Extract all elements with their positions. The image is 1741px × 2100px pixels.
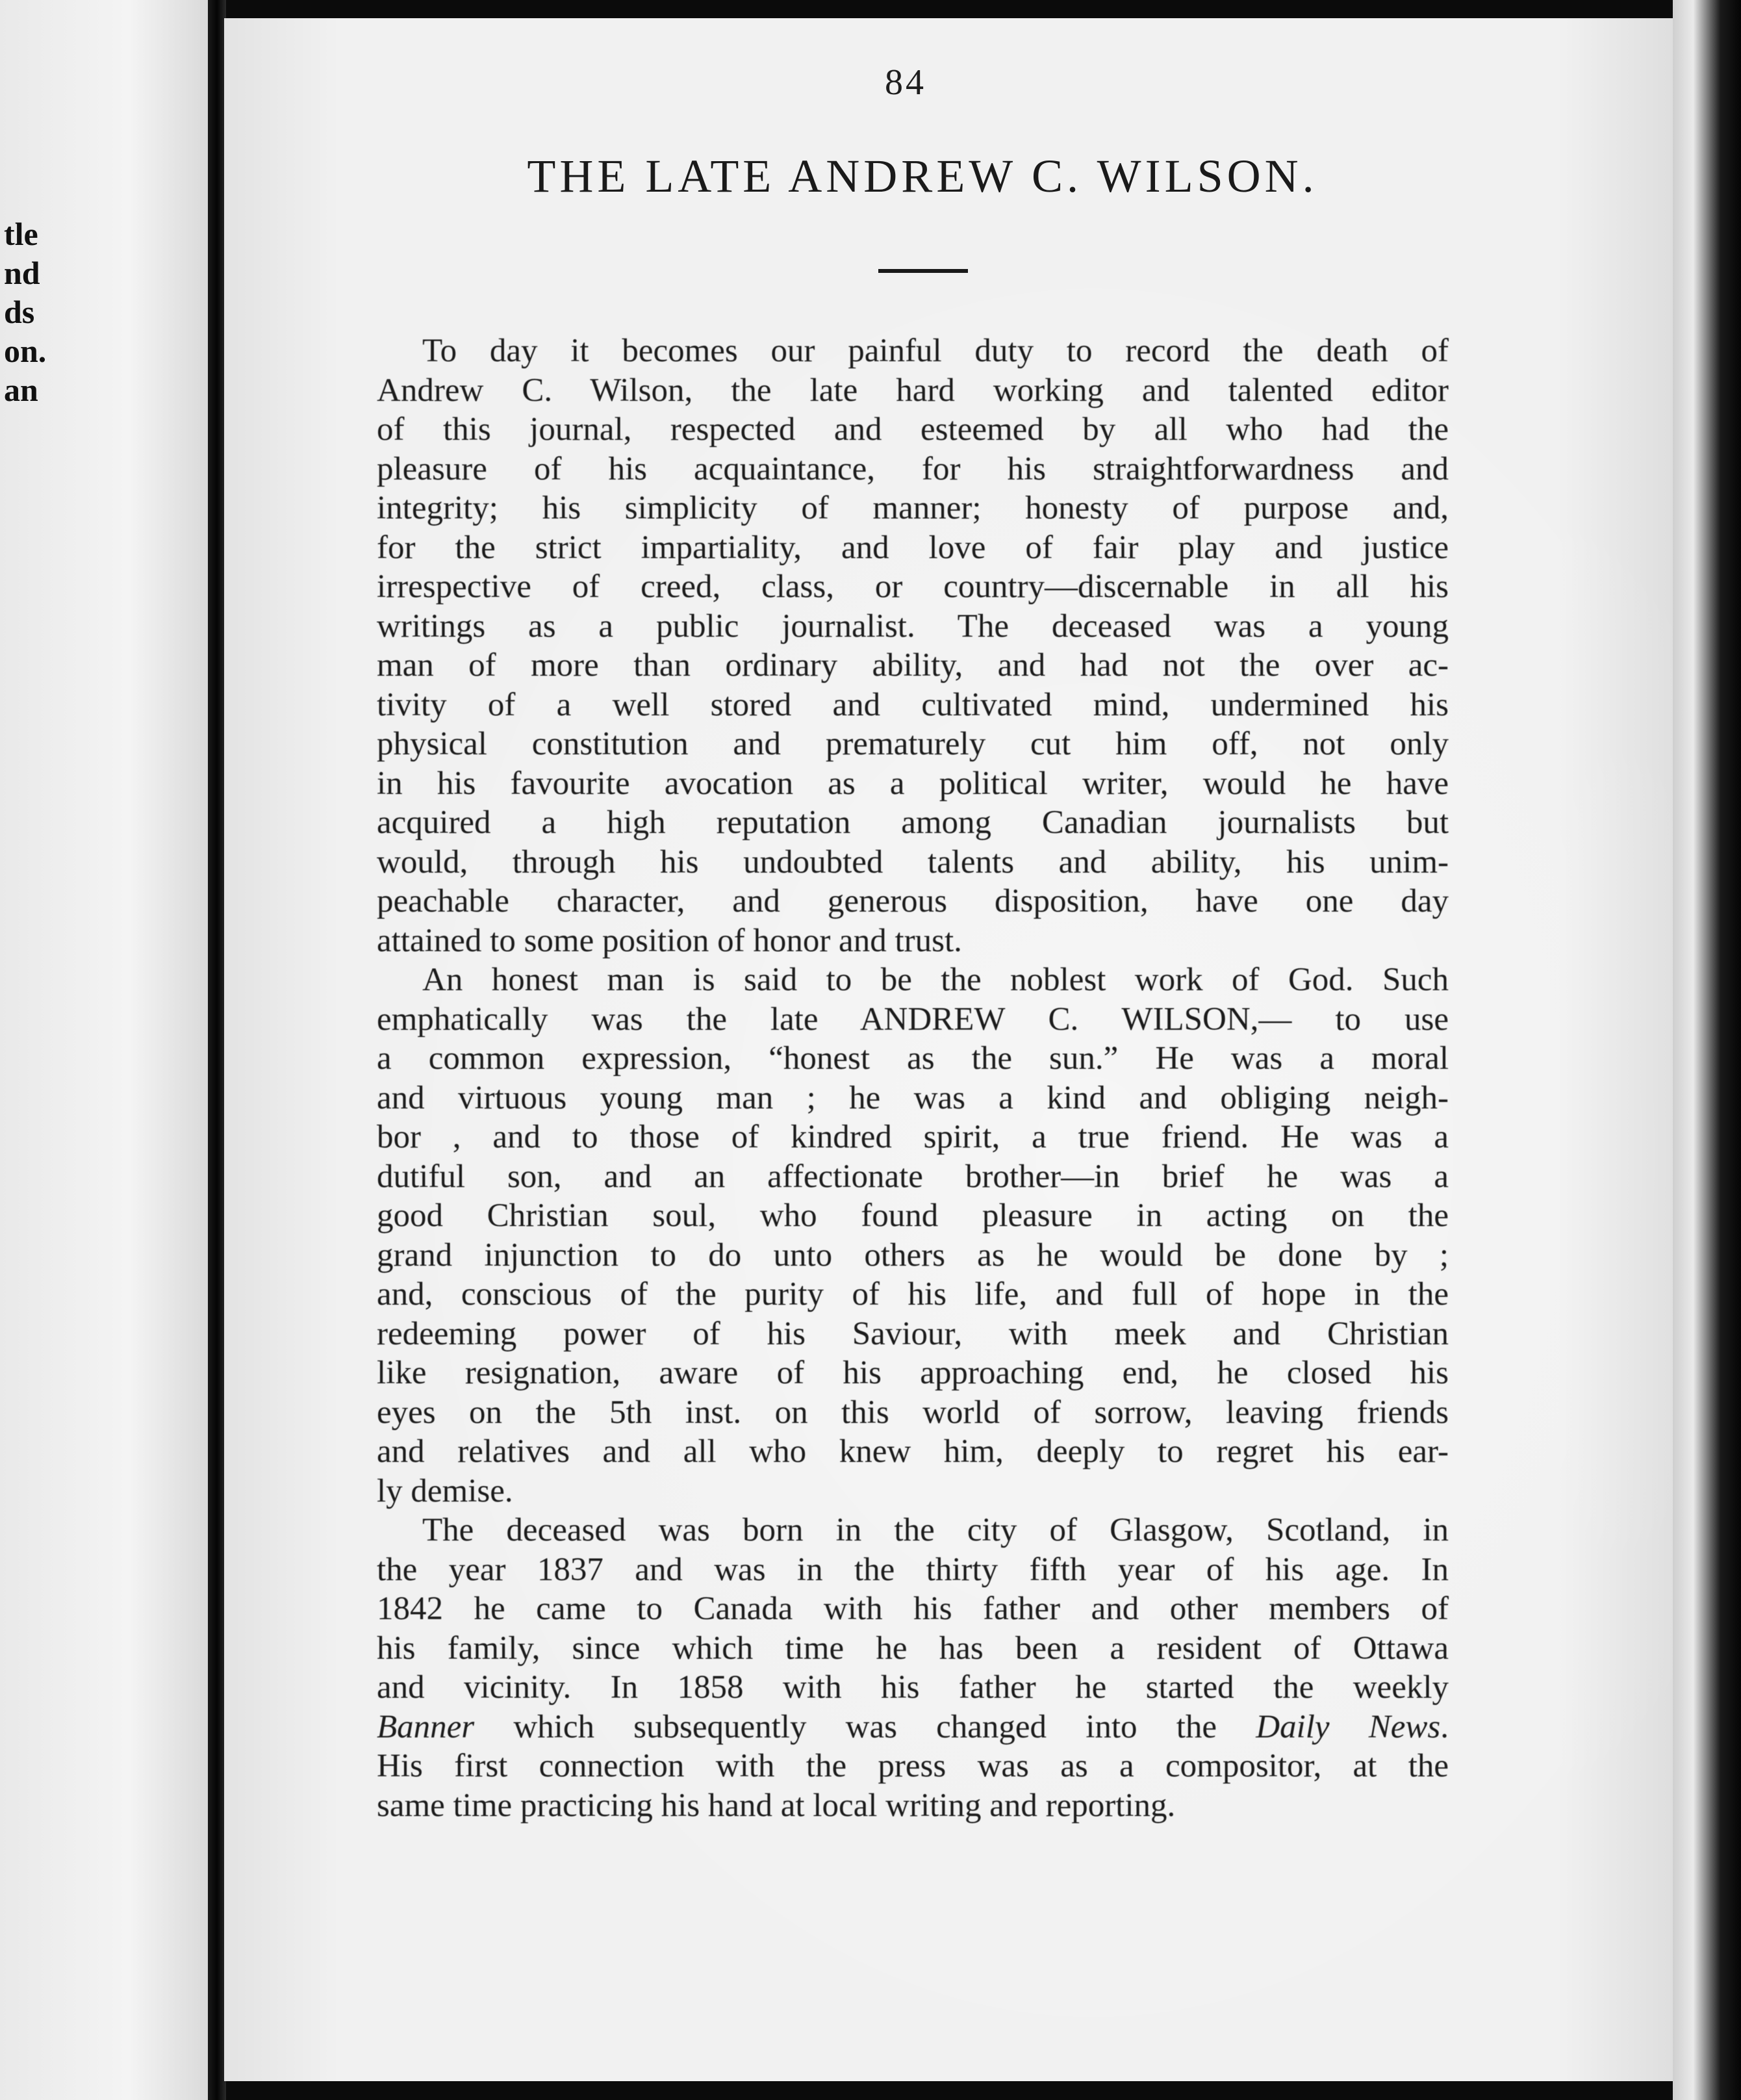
paragraph (377, 1511, 1449, 1825)
text-line: peachable character, and generous disposition, have one day (377, 883, 1449, 919)
text-line: of this journal, respected and esteemed by all who had the (377, 411, 1449, 448)
text-line: and vicinity. In 1858 with his father he started the weekly (377, 1669, 1449, 1706)
text-line: irrespective of creed, class, or country—discernable in all his (377, 569, 1449, 605)
left-fragment: on. (4, 333, 47, 369)
text-line: and, conscious of the purity of his life, and full of hope in the (377, 1276, 1449, 1312)
text-line: eyes on the 5th inst. on this world of sorrow, leaving friends (377, 1394, 1449, 1431)
page-number: 84 (885, 62, 926, 103)
text-line: 1842 he came to Canada with his father and other members of (377, 1591, 1449, 1627)
text-line: Banner which subsequently was changed into the Daily News. (377, 1708, 1449, 1745)
text-line: To day it becomes our painful duty to record the death of (422, 333, 1449, 369)
text-line: integrity; his simplicity of manner; honesty of purpose and, (377, 490, 1449, 526)
left-facing-page (0, 0, 214, 2100)
text-line: His first connection with the press was as a compositor, at the (377, 1748, 1449, 1784)
text-line: Andrew C. Wilson, the late hard working and talented editor (377, 372, 1449, 409)
paragraph (377, 331, 1449, 960)
book-gutter (208, 0, 226, 2100)
text-line: for the strict impartiality, and love of fair play and justice (377, 529, 1449, 566)
left-fragment: tle (4, 216, 38, 252)
text-line: physical constitution and prematurely cut him off, not only (377, 726, 1449, 762)
text-line: bor , and to those of kindred spirit, a true friend. He was a (377, 1119, 1449, 1155)
article-title: THE LATE ANDREW C. WILSON. (527, 150, 1318, 202)
text-line: writings as a public journalist. The deceased was a young (377, 608, 1449, 645)
text-line: dutiful son, and an affectionate brother—in brief he was a (377, 1158, 1449, 1195)
left-page-text-fragments (4, 214, 46, 409)
text-line: and virtuous young man ; he was a kind and obliging neigh- (377, 1079, 1449, 1116)
article-body (377, 331, 1449, 1825)
text-line: grand injunction to do unto others as he would be done by ; (377, 1236, 1449, 1274)
text-line: The deceased was born in the city of Glasgow, Scotland, in (422, 1512, 1449, 1548)
text-line: acquired a high reputation among Canadian journalists but (377, 804, 1449, 841)
text-line: An honest man is said to be the noblest work of God. Such (422, 962, 1449, 998)
text-line: a common expression, “honest as the sun.” He was a moral (377, 1040, 1449, 1077)
text-line: same time practicing his hand at local writing and reporting. (377, 1787, 1176, 1824)
text-line: ly demise. (377, 1472, 513, 1509)
left-fragment: nd (4, 255, 40, 291)
paragraph (377, 960, 1449, 1511)
text-line: his family, since which time he has been a resident of Ottawa (377, 1630, 1449, 1667)
text-line: like resignation, aware of his approaching end, he closed his (377, 1355, 1449, 1391)
text-line: in his favourite avocation as a political writer, would he have (377, 765, 1449, 802)
text-line: pleasure of his acquaintance, for his straightforwardness and (377, 450, 1449, 487)
title-divider (878, 269, 968, 273)
text-line: man of more than ordinary ability, and had not the over ac- (377, 647, 1449, 684)
left-fragment: ds (4, 294, 35, 330)
text-line: tivity of a well stored and cultivated mind, undermined his (377, 686, 1449, 723)
left-fragment: an (4, 372, 38, 408)
text-line: and relatives and all who knew him, deeply to regret his ear- (377, 1433, 1449, 1470)
text-line: emphatically was the late ANDREW C. WILSON,— to use (377, 1001, 1449, 1038)
text-line: good Christian soul, who found pleasure in acting on the (377, 1197, 1449, 1234)
text-line: would, through his undoubted talents and ability, his unim- (377, 843, 1449, 880)
text-line: the year 1837 and was in the thirty fifth year of his age. In (377, 1551, 1449, 1588)
page-edge (1673, 0, 1741, 2100)
text-line: attained to some position of honor and trust. (377, 922, 962, 959)
text-line: redeeming power of his Saviour, with meek and Christian (377, 1315, 1449, 1352)
